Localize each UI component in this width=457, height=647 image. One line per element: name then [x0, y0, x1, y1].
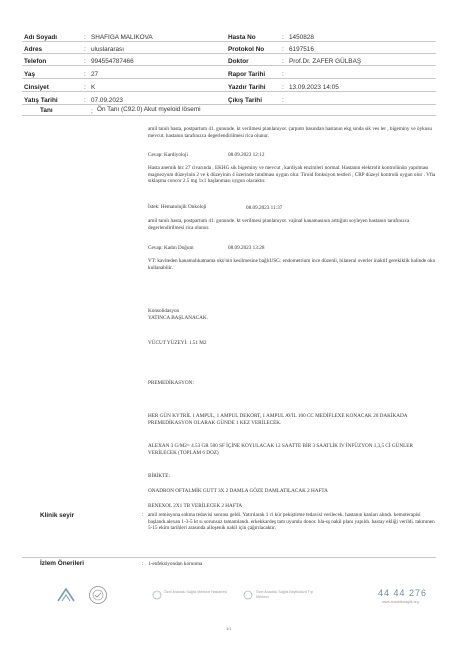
consolidation-label: Konsolidasyon: [148, 308, 180, 314]
additionally-heading: BİRİKTE:: [148, 473, 170, 479]
cardiology-answer-label: Cevap: Kardiyoloji: [148, 152, 188, 158]
row-divider: [22, 78, 436, 79]
page-number: 1/1: [226, 626, 232, 631]
clinical-course-text: amil remisyona sokma tedavisi sonrası geldi. Yatırılarak 1 ci kür pekiştirme tedavisi verilecek. hastanın kanları alındı. kemoterapisi başlandı.alexan 1-3-5 kt sı sorunsuz tamamlandı. erkekkardeş tam uyumlu donor. hla-sş nakil planı yapıldı. hastay ekliği verildi. takmınen 5-15 ekim tarihleri arasında alloşenik nakil için çağırılacaktır.: [148, 512, 435, 532]
follow-up-label: İzlem Önerileri: [40, 560, 85, 567]
request-date: 08.09.2023 11:37: [246, 205, 283, 211]
gyn-answer-date: 08.09.2023 13:28: [228, 245, 265, 251]
row-divider: [22, 115, 436, 116]
report-date-label: Rapor Tarihi: [228, 71, 266, 78]
protocol-no-label: Protokol No: [228, 46, 265, 53]
call-center-phone: 44 44 276: [378, 588, 428, 598]
print-date-value: 13.09.2023 14:05: [289, 84, 339, 91]
body-surface-area: VÜCUT YÜZEYİ: 1.51 M2: [148, 340, 207, 346]
request-label: İstek: Hematolojik Onkoloji: [148, 204, 207, 210]
phone-value: 994554787466: [91, 58, 134, 65]
consult-request-1: amil tanılı hasta, postpartum 41. gununde. kt verilmesi planlanıyor. çarpıntı basından hastanın ekg sında sik ves ler , bigeminy ve öykusu mevcut. hastanın tarafınızca degerlendirilmesi rica olunur.: [148, 126, 432, 139]
doctor-label: Doktor: [228, 58, 249, 65]
hospital-pin-icon: [152, 590, 162, 600]
consult-request-2: amil tanılı hasta, postpartum 41. gununde. kt verilmesi planlanıyor. vajinal kanamasının arttığını soyleyen hastanın tarafınızca degerlendirilmesi rica olunur.: [148, 218, 410, 231]
consolidation-note: YATINCA BAŞLANACAK.: [148, 315, 208, 321]
row-divider: [22, 65, 436, 66]
patient-no-label: Hasta No: [228, 34, 256, 41]
discharge-date-label: Çıkış Tarihi: [228, 97, 262, 104]
onadron-text: ONADRON OFTALMİK GUTT 3X 2 DAMLA GÖZE DAMLATILACAK 2 HAFTA: [148, 488, 328, 494]
row-divider: [22, 91, 436, 92]
age-label: Yaş: [24, 71, 36, 78]
age-value: 27: [91, 71, 99, 78]
hospital-pin-icon: [243, 590, 253, 600]
address-value: uluslararası: [91, 46, 125, 53]
admission-date-value: 07.09.2023: [91, 97, 123, 104]
premedication-heading: PREMEDİKASYON:: [148, 380, 194, 386]
hospital-name-1: Özel Anadolu Sağlık Merkezi Hastanesi: [164, 590, 227, 594]
gyn-answer-label: Cevap: Kadın Doğum: [148, 245, 194, 251]
admission-date-label: Yatış Tarihi: [24, 97, 58, 104]
protocol-no-value: 6197516: [289, 46, 314, 53]
diagnosis-value: Ön Tanı (C92.0) Akut myeloid lösemi: [97, 106, 201, 113]
doctor-value: Prof.Dr. ZAFER GÜLBAŞ: [289, 58, 362, 65]
name-value: SHAFIGA MALIKOVA: [91, 34, 153, 41]
gender-label: Cinsiyet: [24, 84, 49, 91]
follow-up-text: 1-enfeksiyondan korunma: [148, 561, 203, 567]
section-divider: [22, 557, 436, 558]
benexol-text: BENEXOL 2X1 TB VERİLECEK 2 HAFTA: [148, 503, 243, 509]
patient-no-value: 1450828: [289, 34, 314, 41]
alexan-text: ALEXAN 3 G/M2= 4.53 GR 500 SF İÇİNE KOYULACAK 12 SAATTE BİR 3 SAATLİK İV İNFÜZYON 1,3,5 Cİ GÜNLER VERİLECEK (TOPLAM 6 DOZ): [148, 443, 413, 456]
diagnosis-label: Tanı: [40, 107, 53, 114]
hospital-name-2: Özel Anadolu Sağlık Beylikdüzü Tıp Merkezi: [256, 590, 313, 599]
address-label: Adres: [24, 46, 43, 53]
website-link[interactable]: www.anadolusaglik.org: [382, 600, 419, 604]
gyn-answer-text: VT: kaviteden kanamalıkamama oko'nin kesilmesine bağlıUSG: endometrium ince düzenli, bilateral overler inaktif gerekiklik halinde oko kullanabilir.: [148, 258, 436, 271]
accreditation-seal-icon: [88, 585, 108, 605]
gender-value: K: [91, 84, 96, 91]
print-date-label: Yazdır Tarihi: [228, 84, 266, 91]
premedication-text: HER GÜN KYTRİL 1 AMPUL, 1 AMPUL DEKORT, 1 AMPUL AVİL 100 CC MEDİFLEXE KONACAK 20 DAKİKADA PREMEDİKASYON OLARAK GÜNDE 1 KEZ VERİLECEK.: [148, 413, 408, 426]
cardiology-answer-text: Hasta anemik htc 27 civarında , EKHG sik bigeminy ve mevcut , kardiyak enzimleri normal. Hastanın elektrolit kontrolünün yapılması magnezyum düzeyinin 2 ve k düzeyinin 4 üzerinde tutulması uygun olur. Tiroid fonksiyon testleri , CRP düzeyi kontrolü uygun olur . Vfia sıklaşma concor 2.5 mg 1x1 başlanması uygun olacaktır.: [148, 165, 436, 185]
row-divider: [22, 104, 436, 105]
clinical-course-label: Klinik seyir: [40, 512, 75, 519]
row-divider: [22, 53, 436, 54]
phone-label: Telefon: [24, 58, 47, 65]
acibadem-logo-icon: [55, 587, 77, 603]
row-divider: [22, 41, 436, 42]
name-label: Adı Soyadı: [24, 34, 58, 41]
cardiology-answer-date: 08.09.2023 12:12: [228, 152, 265, 158]
